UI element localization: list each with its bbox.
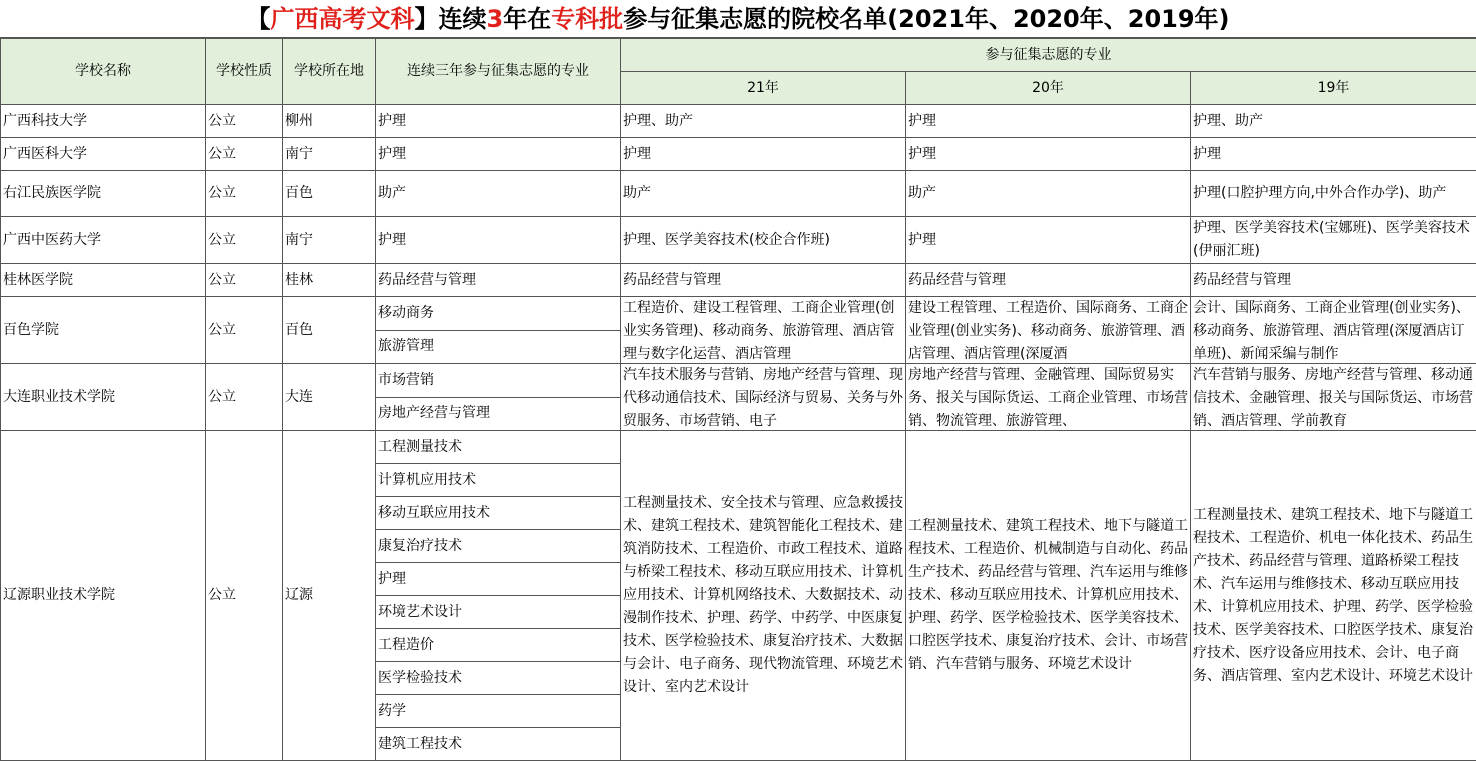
majors-2020-cell: 助产 bbox=[906, 171, 1191, 217]
school-location-cell: 大连 bbox=[283, 364, 376, 431]
majors-2021-cell: 工程测量技术、安全技术与管理、应急救援技术、建筑工程技术、建筑智能化工程技术、建筑消防技术、工程造价、市政工程技术、道路与桥梁工程技术、移动互联应用技术、计算机应用技术、计算机网络技术、大数据技术、动漫制作技术、护理、药学、中药学、中医康复技术、医学检验技术、康复治疗技术、大数据与会计、电子商务、现代物流管理、环境艺术设计、室内艺术设计 bbox=[621, 431, 906, 761]
school-name-cell: 广西医科大学 bbox=[1, 138, 206, 171]
three-year-major-cell: 护理 bbox=[376, 138, 621, 171]
majors-2021-cell: 护理、医学美容技术(校企合作班) bbox=[621, 217, 906, 264]
majors-2021-text: 工程造价、建设工程管理、工商企业管理(创业实务管理)、移动商务、旅游管理、酒店管理与数字化运营、酒店管理 bbox=[623, 297, 903, 363]
title-highlight-years: 3 bbox=[486, 5, 503, 33]
school-type-cell: 公立 bbox=[206, 217, 283, 264]
school-name-cell: 百色学院 bbox=[1, 297, 206, 364]
majors-2020-cell bbox=[906, 297, 1191, 364]
title-text-1: 】连续 bbox=[414, 5, 486, 33]
majors-2021-cell: 药品经营与管理 bbox=[621, 264, 906, 297]
majors-2020-text: 建设工程管理、工程造价、国际商务、工商企业管理(创业实务)、移动商务、旅游管理、酒店管理、酒店管理(深厦酒 bbox=[908, 297, 1188, 363]
school-location-cell: 辽源 bbox=[283, 431, 376, 761]
majors-2020-text: 房地产经营与管理、金融管理、国际贸易实务、报关与国际货运、工商企业管理、市场营销、物流管理、旅游管理、 bbox=[908, 364, 1188, 430]
majors-2021-cell: 护理 bbox=[621, 138, 906, 171]
school-location-cell: 南宁 bbox=[283, 138, 376, 171]
school-name-cell: 右江民族医学院 bbox=[1, 171, 206, 217]
school-type-cell: 公立 bbox=[206, 264, 283, 297]
three-year-major-cell: 市场营销 bbox=[376, 364, 621, 398]
three-year-major-cell: 建筑工程技术 bbox=[376, 728, 621, 761]
school-type-cell: 公立 bbox=[206, 105, 283, 138]
three-year-major-cell: 移动商务 bbox=[376, 297, 621, 331]
majors-2021-cell: 助产 bbox=[621, 171, 906, 217]
school-location-cell: 南宁 bbox=[283, 217, 376, 264]
majors-2021-cell: 护理、助产 bbox=[621, 105, 906, 138]
header-school-type: 学校性质 bbox=[206, 39, 283, 105]
three-year-major-cell: 工程测量技术 bbox=[376, 431, 621, 464]
three-year-major-cell: 护理 bbox=[376, 105, 621, 138]
majors-2020-cell: 工程测量技术、建筑工程技术、地下与隧道工程技术、工程造价、机械制造与自动化、药品生产技术、药品经营与管理、汽车运用与维修技术、移动互联应用技术、计算机应用技术、护理、药学、医学检验技术、医学美容技术、口腔医学技术、康复治疗技术、会计、市场营销、汽车营销与服务、环境艺术设计 bbox=[906, 431, 1191, 761]
header-year-20: 20年 bbox=[906, 72, 1191, 105]
title-text-2: 年在 bbox=[503, 5, 551, 33]
title-text-3: 参与征集志愿的院校名单(2021年、2020年、2019年) bbox=[623, 5, 1229, 33]
table-row bbox=[1, 217, 1476, 264]
majors-2019-cell: 药品经营与管理 bbox=[1191, 264, 1476, 297]
three-year-major-cell: 药学 bbox=[376, 695, 621, 728]
majors-2020-cell: 护理 bbox=[906, 105, 1191, 138]
three-year-major-cell: 房地产经营与管理 bbox=[376, 397, 621, 431]
majors-2021-text: 汽车技术服务与营销、房地产经营与管理、现代移动通信技术、国际经济与贸易、关务与外贸服务、市场营销、电子 bbox=[623, 364, 903, 430]
header-year-19: 19年 bbox=[1191, 72, 1476, 105]
majors-2020-cell bbox=[906, 364, 1191, 431]
three-year-major-cell: 药品经营与管理 bbox=[376, 264, 621, 297]
school-type-cell: 公立 bbox=[206, 431, 283, 761]
school-location-cell: 桂林 bbox=[283, 264, 376, 297]
header-school-name: 学校名称 bbox=[1, 39, 206, 105]
majors-2019-cell: 护理、医学美容技术(宝娜班)、医学美容技术(伊丽汇班) bbox=[1191, 217, 1476, 264]
school-type-cell: 公立 bbox=[206, 297, 283, 364]
three-year-major-cell: 环境艺术设计 bbox=[376, 596, 621, 629]
school-location-cell: 百色 bbox=[283, 171, 376, 217]
three-year-major-cell: 护理 bbox=[376, 217, 621, 264]
table-row bbox=[1, 171, 1476, 217]
majors-2019-text: 会计、国际商务、工商企业管理(创业实务)、移动商务、旅游管理、酒店管理(深厦酒店订单班)、新闻采编与制作 bbox=[1193, 297, 1474, 363]
three-year-major-cell: 医学检验技术 bbox=[376, 662, 621, 695]
majors-2020-cell: 护理 bbox=[906, 217, 1191, 264]
majors-2019-text: 汽车营销与服务、房地产经营与管理、移动通信技术、金融管理、报关与国际货运、市场营销、酒店管理、学前教育 bbox=[1193, 364, 1474, 430]
school-type-cell: 公立 bbox=[206, 138, 283, 171]
school-name-cell: 广西中医药大学 bbox=[1, 217, 206, 264]
table-row bbox=[1, 297, 1476, 331]
title-highlight-province: 广西高考文科 bbox=[270, 5, 414, 33]
title-highlight-batch: 专科批 bbox=[551, 5, 623, 33]
school-name-cell: 广西科技大学 bbox=[1, 105, 206, 138]
table-row bbox=[1, 105, 1476, 138]
majors-2019-cell bbox=[1191, 364, 1476, 431]
school-type-cell: 公立 bbox=[206, 171, 283, 217]
three-year-major-cell: 工程造价 bbox=[376, 629, 621, 662]
school-name-cell: 大连职业技术学院 bbox=[1, 364, 206, 431]
school-location-cell: 柳州 bbox=[283, 105, 376, 138]
table-row bbox=[1, 138, 1476, 171]
table-row bbox=[1, 431, 1476, 464]
header-three-year-majors: 连续三年参与征集志愿的专业 bbox=[376, 39, 621, 105]
header-year-21: 21年 bbox=[621, 72, 906, 105]
table-row bbox=[1, 364, 1476, 398]
school-type-cell: 公立 bbox=[206, 364, 283, 431]
majors-2021-cell bbox=[621, 364, 906, 431]
college-table bbox=[0, 38, 1476, 761]
header-majors-group: 参与征集志愿的专业 bbox=[621, 39, 1476, 72]
three-year-major-cell: 康复治疗技术 bbox=[376, 530, 621, 563]
majors-2020-cell: 护理 bbox=[906, 138, 1191, 171]
three-year-major-cell: 移动互联应用技术 bbox=[376, 497, 621, 530]
header-school-location: 学校所在地 bbox=[283, 39, 376, 105]
majors-2020-cell: 药品经营与管理 bbox=[906, 264, 1191, 297]
three-year-major-cell: 计算机应用技术 bbox=[376, 464, 621, 497]
three-year-major-cell: 旅游管理 bbox=[376, 330, 621, 364]
majors-2021-cell bbox=[621, 297, 906, 364]
majors-2019-cell bbox=[1191, 297, 1476, 364]
school-location-cell: 百色 bbox=[283, 297, 376, 364]
majors-2019-cell: 护理(口腔护理方向,中外合作办学)、助产 bbox=[1191, 171, 1476, 217]
school-name-cell: 桂林医学院 bbox=[1, 264, 206, 297]
majors-2019-cell: 护理、助产 bbox=[1191, 105, 1476, 138]
title-bracket-open: 【 bbox=[246, 5, 270, 33]
table-row bbox=[1, 264, 1476, 297]
majors-2019-cell: 工程测量技术、建筑工程技术、地下与隧道工程技术、工程造价、机电一体化技术、药品生产技术、药品经营与管理、道路桥梁工程技术、汽车运用与维修技术、移动互联应用技术、计算机应用技术、护理、药学、医学检验技术、医学美容技术、口腔医学技术、康复治疗技术、医疗设备应用技术、会计、电子商务、酒店管理、室内艺术设计、环境艺术设计 bbox=[1191, 431, 1476, 761]
school-name-cell: 辽源职业技术学院 bbox=[1, 431, 206, 761]
majors-2019-cell: 护理 bbox=[1191, 138, 1476, 171]
three-year-major-cell: 助产 bbox=[376, 171, 621, 217]
page-title bbox=[0, 0, 1476, 38]
three-year-major-cell: 护理 bbox=[376, 563, 621, 596]
